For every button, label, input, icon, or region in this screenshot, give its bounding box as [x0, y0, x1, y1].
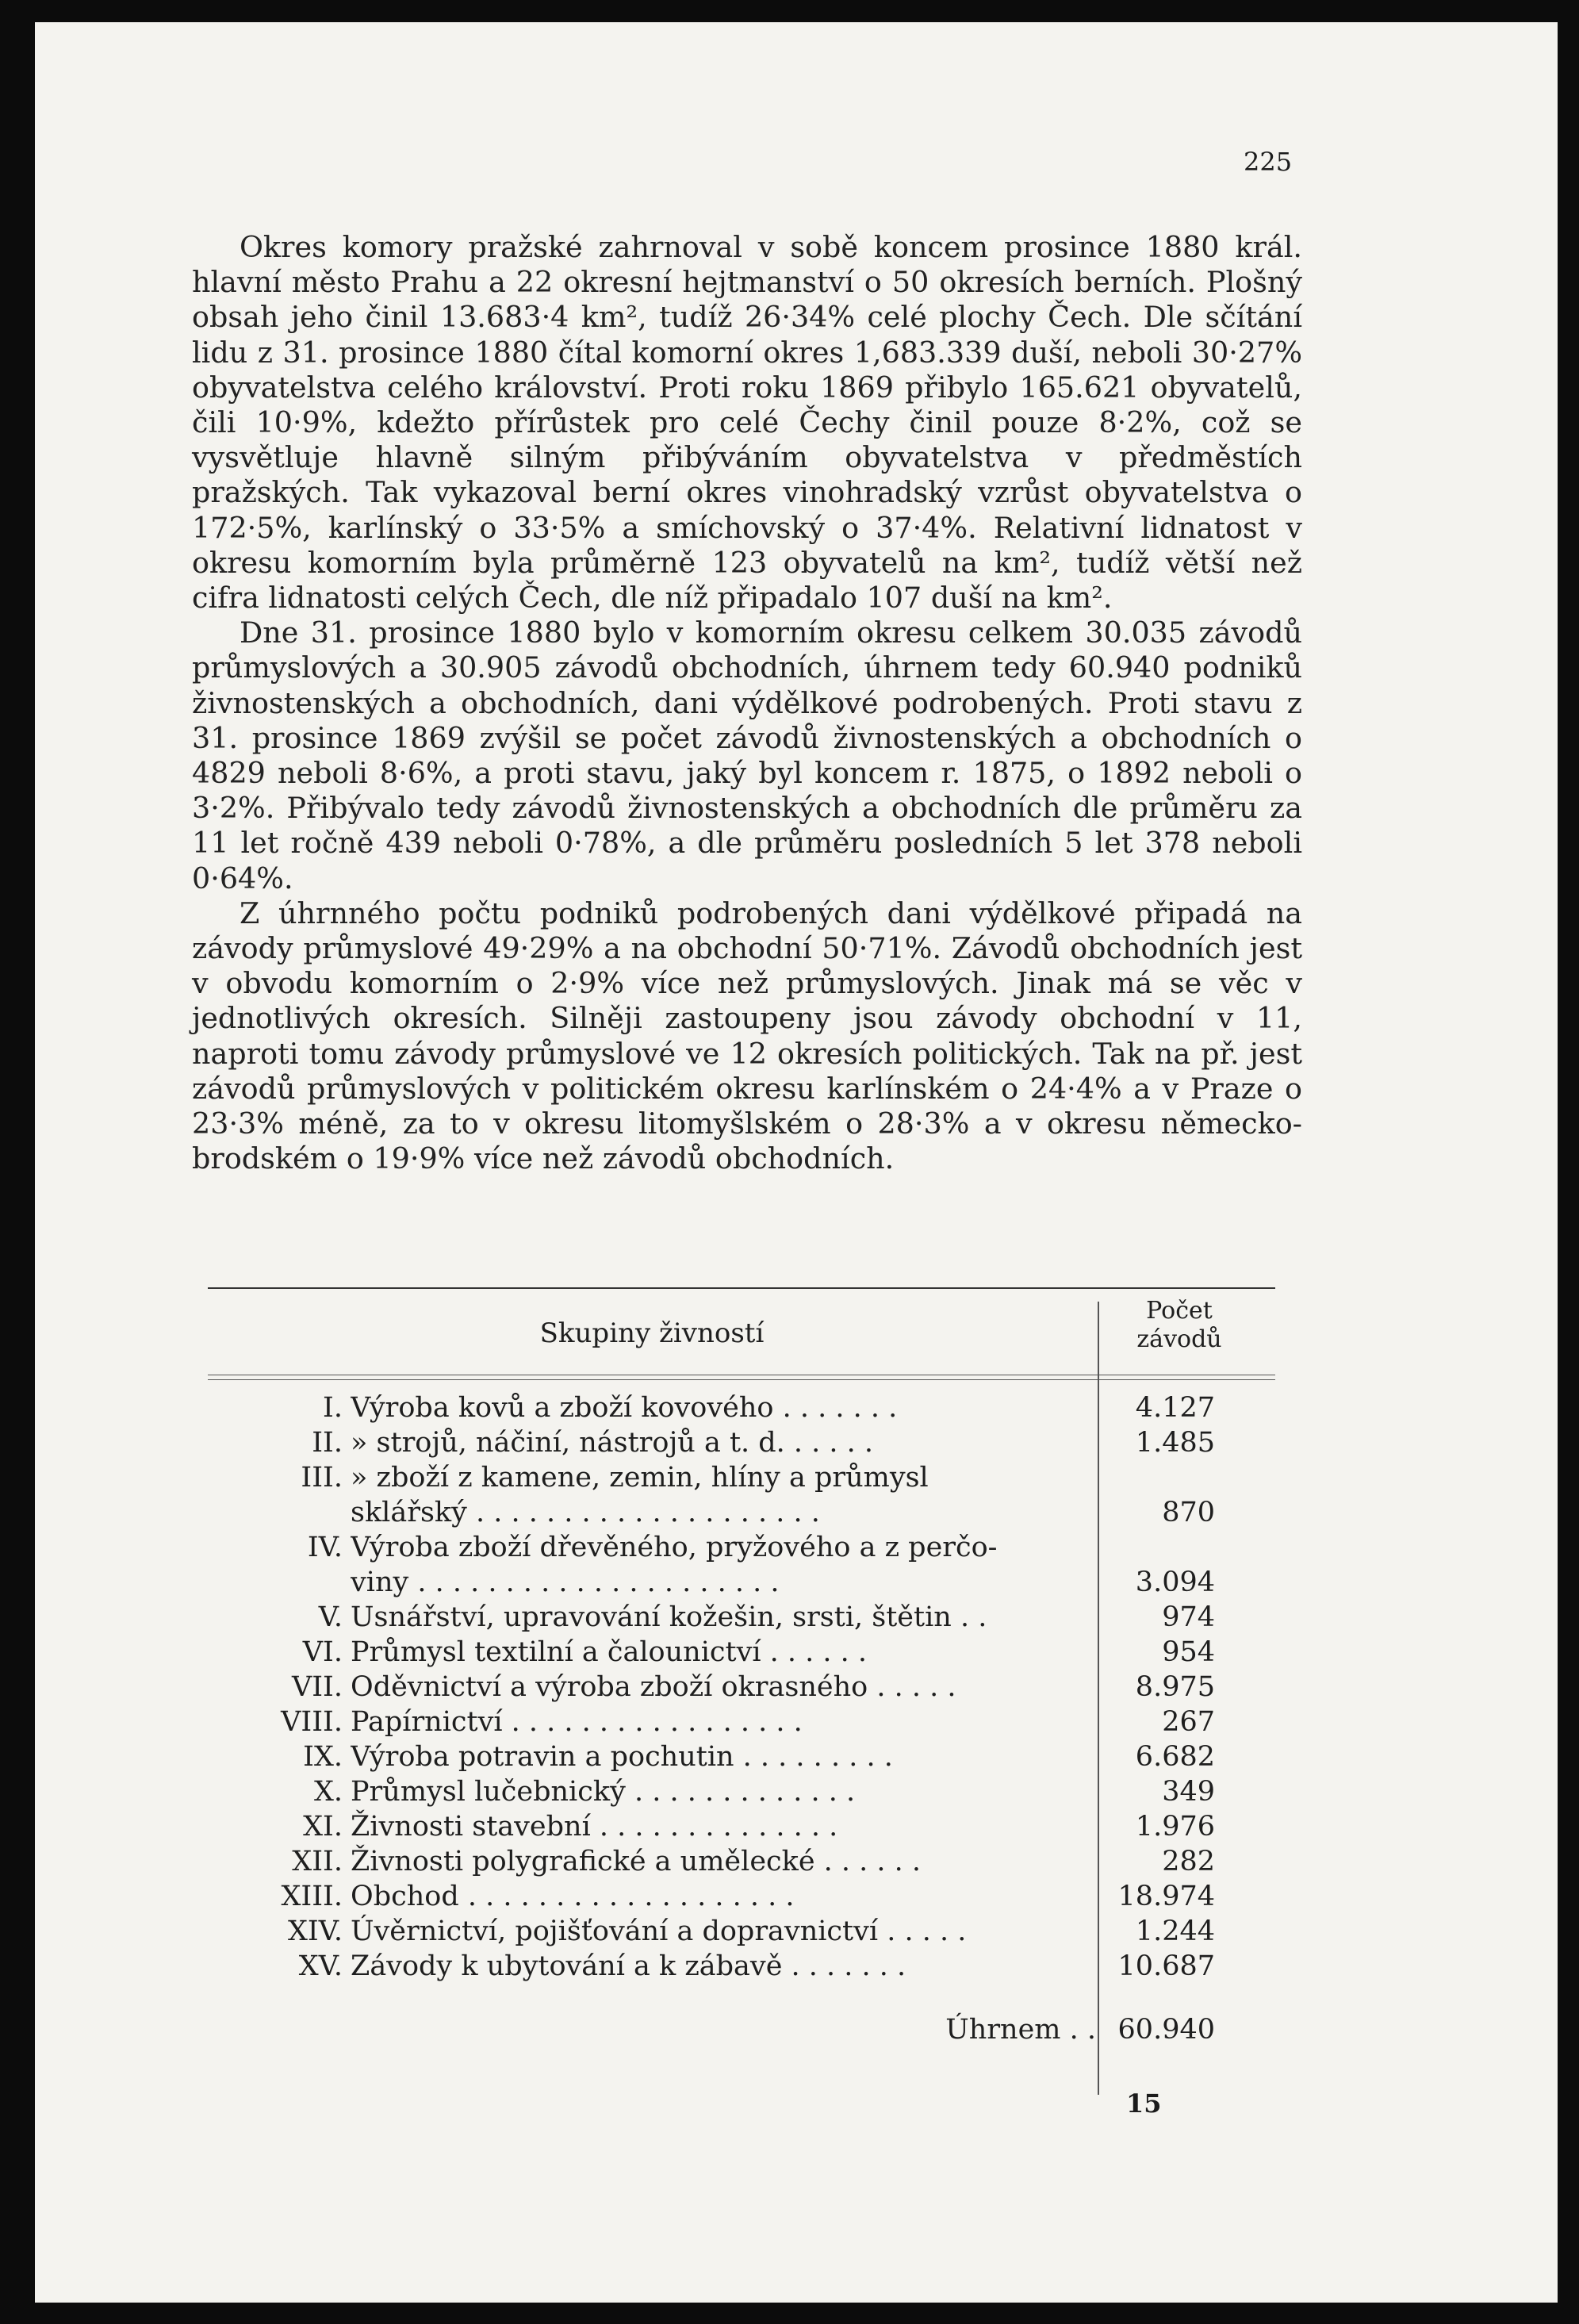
table-row — [208, 1914, 1275, 1949]
table-row — [208, 1600, 1275, 1635]
column-header-count — [1120, 1297, 1239, 1354]
table-top-rule — [208, 1287, 1275, 1289]
row-numeral: II. — [312, 1427, 343, 1459]
row-value: 8.975 — [1135, 1671, 1215, 1703]
row-value: 349 — [1162, 1776, 1215, 1808]
row-value: 974 — [1162, 1601, 1215, 1633]
row-numeral: XI. — [303, 1811, 343, 1843]
row-label-continued: viny . . . . . . . . . . . . . . . . . . . . . — [351, 1567, 780, 1598]
table-row — [208, 1739, 1275, 1774]
row-value: 6.682 — [1135, 1741, 1215, 1773]
body-text — [192, 230, 1302, 1176]
row-value: 4.127 — [1135, 1392, 1215, 1424]
row-label: Průmysl lučebnický . . . . . . . . . . . . . — [351, 1776, 856, 1808]
paragraph: Dne 31. prosince 1880 bylo v komorním okresu celkem 30.035 závodů průmyslových a 30.905 závodů obchodních, úhrnem tedy 60.940 podniků živnostenských a obchodních, dani výdělkové podrobených. Proti stavu z 31. prosince 1869 zvýšil se počet závodů živnostenských a obchodních o 4829 neboli 8·6%, a proti stavu, jaký byl koncem r. 1875, o 1892 neboli o 3·2%. Přibývalo tedy závodů živnostenských a obchodních dle průměru za 11 let ročně 439 neboli 0·78%, a dle průměru posledních 5 let 378 neboli 0·64%. — [192, 616, 1302, 895]
row-numeral: XV. — [298, 1950, 343, 1982]
row-label: Živnosti polygrafické a umělecké . . . . . . — [351, 1846, 922, 1877]
row-value: 18.974 — [1117, 1881, 1215, 1912]
column-header-count-line2: závodů — [1136, 1325, 1222, 1353]
row-value: 954 — [1162, 1636, 1215, 1668]
row-value: 1.485 — [1135, 1427, 1215, 1459]
row-label: Obchod . . . . . . . . . . . . . . . . . . . — [351, 1881, 795, 1912]
row-label: Oděvnictví a výroba zboží okrasného . . . . . — [351, 1671, 956, 1703]
row-numeral: VI. — [302, 1636, 343, 1668]
row-numeral: VII. — [291, 1671, 343, 1703]
row-label: Živnosti stavební . . . . . . . . . . . . . . — [351, 1811, 838, 1843]
paragraph: Z úhrnného počtu podniků podrobených dani výdělkové připadá na závody průmyslové 49·29% a na obchodní 50·71%. Závodů obchodních jest v obvodu komorním o 2·9% více než průmyslových. Jinak má se věc v jednotlivých okresích. Silněji zastoupeny jsou závody obchodní v 11, naproti tomu závody průmyslové ve 12 okresích politických. Tak na př. jest závodů průmyslových v politickém okresu karlínském o 24·4% a v Praze o 23·3% méně, za to v okresu litomyšlském o 28·3% a v okresu německo-brodském o 19·9% více než závodů obchodních. — [192, 895, 1302, 1176]
page-number: 225 — [1244, 147, 1293, 177]
row-value: 3.094 — [1135, 1567, 1215, 1598]
row-numeral: XIV. — [287, 1916, 343, 1947]
row-label: Úvěrnictví, pojišťování a dopravnictví . . . . . — [351, 1916, 967, 1947]
table-row — [208, 1635, 1275, 1670]
row-label: Usnářství, upravování kožešin, srsti, štětin . . — [351, 1601, 987, 1633]
row-numeral: I. — [323, 1392, 343, 1424]
row-label: Výroba kovů a zboží kovového . . . . . . . — [351, 1392, 898, 1424]
row-label: Průmysl textilní a čalounictví . . . . . . — [351, 1636, 868, 1668]
row-label: Závody k ubytování a k zábavě . . . . . . . — [351, 1950, 906, 1982]
row-label: » zboží z kamene, zemin, hlíny a průmysl — [351, 1462, 929, 1494]
row-label: » strojů, náčiní, nástrojů a t. d. . . . . . — [351, 1427, 874, 1459]
table-row — [208, 1705, 1275, 1739]
row-numeral: III. — [301, 1462, 343, 1494]
column-header-groups: Skupiny živností — [539, 1317, 765, 1349]
row-numeral: IX. — [303, 1741, 343, 1773]
column-header-count-line1: Počet — [1146, 1297, 1213, 1325]
row-value: 1.244 — [1135, 1916, 1215, 1947]
table-row — [208, 1530, 1275, 1600]
row-value: 267 — [1162, 1706, 1215, 1738]
table-row — [208, 1460, 1275, 1530]
row-value: 282 — [1162, 1846, 1215, 1877]
total-value: 60.940 — [1117, 2014, 1215, 2046]
row-numeral: XII. — [292, 1846, 343, 1877]
row-value: 1.976 — [1135, 1811, 1215, 1843]
row-label: Papírnictví . . . . . . . . . . . . . . . . . — [351, 1706, 803, 1738]
table-row — [208, 1844, 1275, 1879]
row-label: Výroba potravin a pochutin . . . . . . . . . — [351, 1741, 893, 1773]
total-label: Úhrnem . . — [945, 2014, 1096, 2046]
table-row — [208, 1809, 1275, 1844]
row-value: 10.687 — [1117, 1950, 1215, 1982]
paragraph: Okres komory pražské zahrnoval v sobě koncem prosince 1880 král. hlavní město Prahu a 22 okresní hejtmanství o 50 okresích berních. Plošný obsah jeho činil 13.683·4 km², tudíž 26·34% celé plochy Čech. Dle sčítání lidu z 31. prosince 1880 čítal komorní okres 1,683.339 duší, neboli 30·27% obyvatelstva celého království. Proti roku 1869 přibylo 165.621 obyvatelů, čili 10·9%, kdežto přírůstek pro celé Čechy činil pouze 8·2%, což se vysvětluje hlavně silným přibýváním obyvatelstva v předměstích pražských. Tak vykazoval berní okres vinohradský vzrůst obyvatelstva o 172·5%, karlínský o 33·5% a smíchovský o 37·4%. Relativní lidnatost v okresu komorním byla průměrně 123 obyvatelů na km², tudíž větší než cifra lidnatosti celých Čech, dle níž připadalo 107 duší na km². — [192, 230, 1302, 616]
row-numeral: V. — [318, 1601, 343, 1633]
signature-mark: 15 — [1126, 2088, 1162, 2119]
row-label-continued: sklářský . . . . . . . . . . . . . . . . . . . . — [351, 1497, 820, 1528]
document-page — [35, 22, 1558, 2303]
table-row — [208, 1670, 1275, 1705]
table-row — [208, 1390, 1275, 1425]
row-numeral: VIII. — [281, 1706, 343, 1738]
table-header-rule-2 — [208, 1379, 1275, 1380]
row-numeral: X. — [313, 1776, 343, 1808]
row-numeral: IV. — [307, 1532, 343, 1563]
row-label: Výroba zboží dřevěného, pryžového a z perčo- — [351, 1532, 998, 1563]
table-row — [208, 1949, 1275, 1984]
table-row — [208, 1879, 1275, 1914]
table-row — [208, 1425, 1275, 1460]
row-numeral: XIII. — [281, 1881, 343, 1912]
row-value: 870 — [1162, 1497, 1215, 1528]
table-row — [208, 1774, 1275, 1809]
